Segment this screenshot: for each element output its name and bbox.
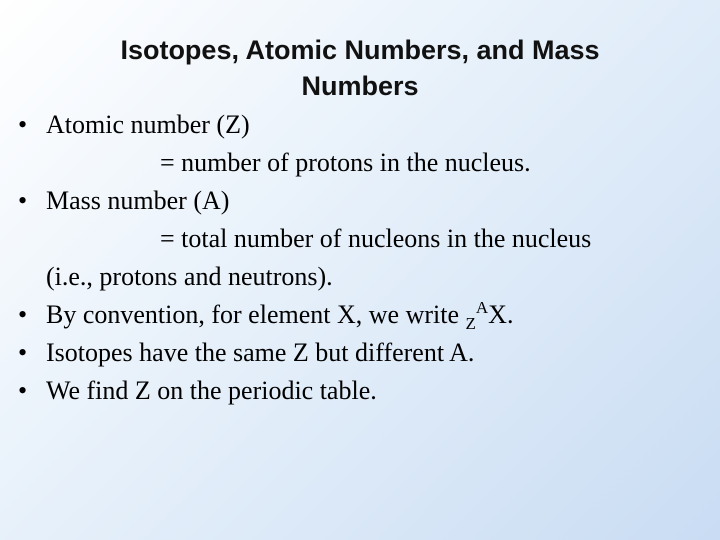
bullet-marker: • bbox=[18, 186, 28, 215]
bullet-marker: • bbox=[18, 110, 28, 139]
bullet-text-before: By convention, for element X, we write bbox=[46, 300, 466, 329]
bullet-isotopes bbox=[18, 334, 708, 372]
bullet-text: We find Z on the periodic table. bbox=[46, 376, 377, 405]
notation-superscript-a: A bbox=[475, 298, 489, 317]
bullet-atomic-number bbox=[18, 106, 708, 182]
slide-title-line-2: Numbers bbox=[301, 71, 419, 101]
bullet-marker: • bbox=[18, 338, 28, 367]
notation-subscript-z: Z bbox=[465, 314, 476, 333]
bullet-text: Isotopes have the same Z but different A. bbox=[46, 338, 475, 367]
bullet-text-after: X. bbox=[488, 300, 514, 329]
bullet-list bbox=[18, 106, 708, 410]
bullet-periodic-table bbox=[18, 372, 708, 410]
bullet-continuation: = number of protons in the nucleus. bbox=[160, 148, 531, 177]
bullet-marker: • bbox=[18, 376, 28, 405]
slide-title-line-1: Isotopes, Atomic Numbers, and Mass bbox=[120, 35, 600, 65]
bullet-text: Mass number (A) bbox=[46, 186, 230, 215]
bullet-convention bbox=[18, 296, 708, 334]
bullet-continuation: = total number of nucleons in the nucleus bbox=[160, 224, 592, 253]
bullet-mass-number bbox=[18, 182, 708, 296]
bullet-text: Atomic number (Z) bbox=[46, 110, 250, 139]
bullet-continuation-2: (i.e., protons and neutrons). bbox=[46, 262, 333, 291]
slide-title bbox=[60, 32, 660, 104]
bullet-marker: • bbox=[18, 300, 28, 329]
